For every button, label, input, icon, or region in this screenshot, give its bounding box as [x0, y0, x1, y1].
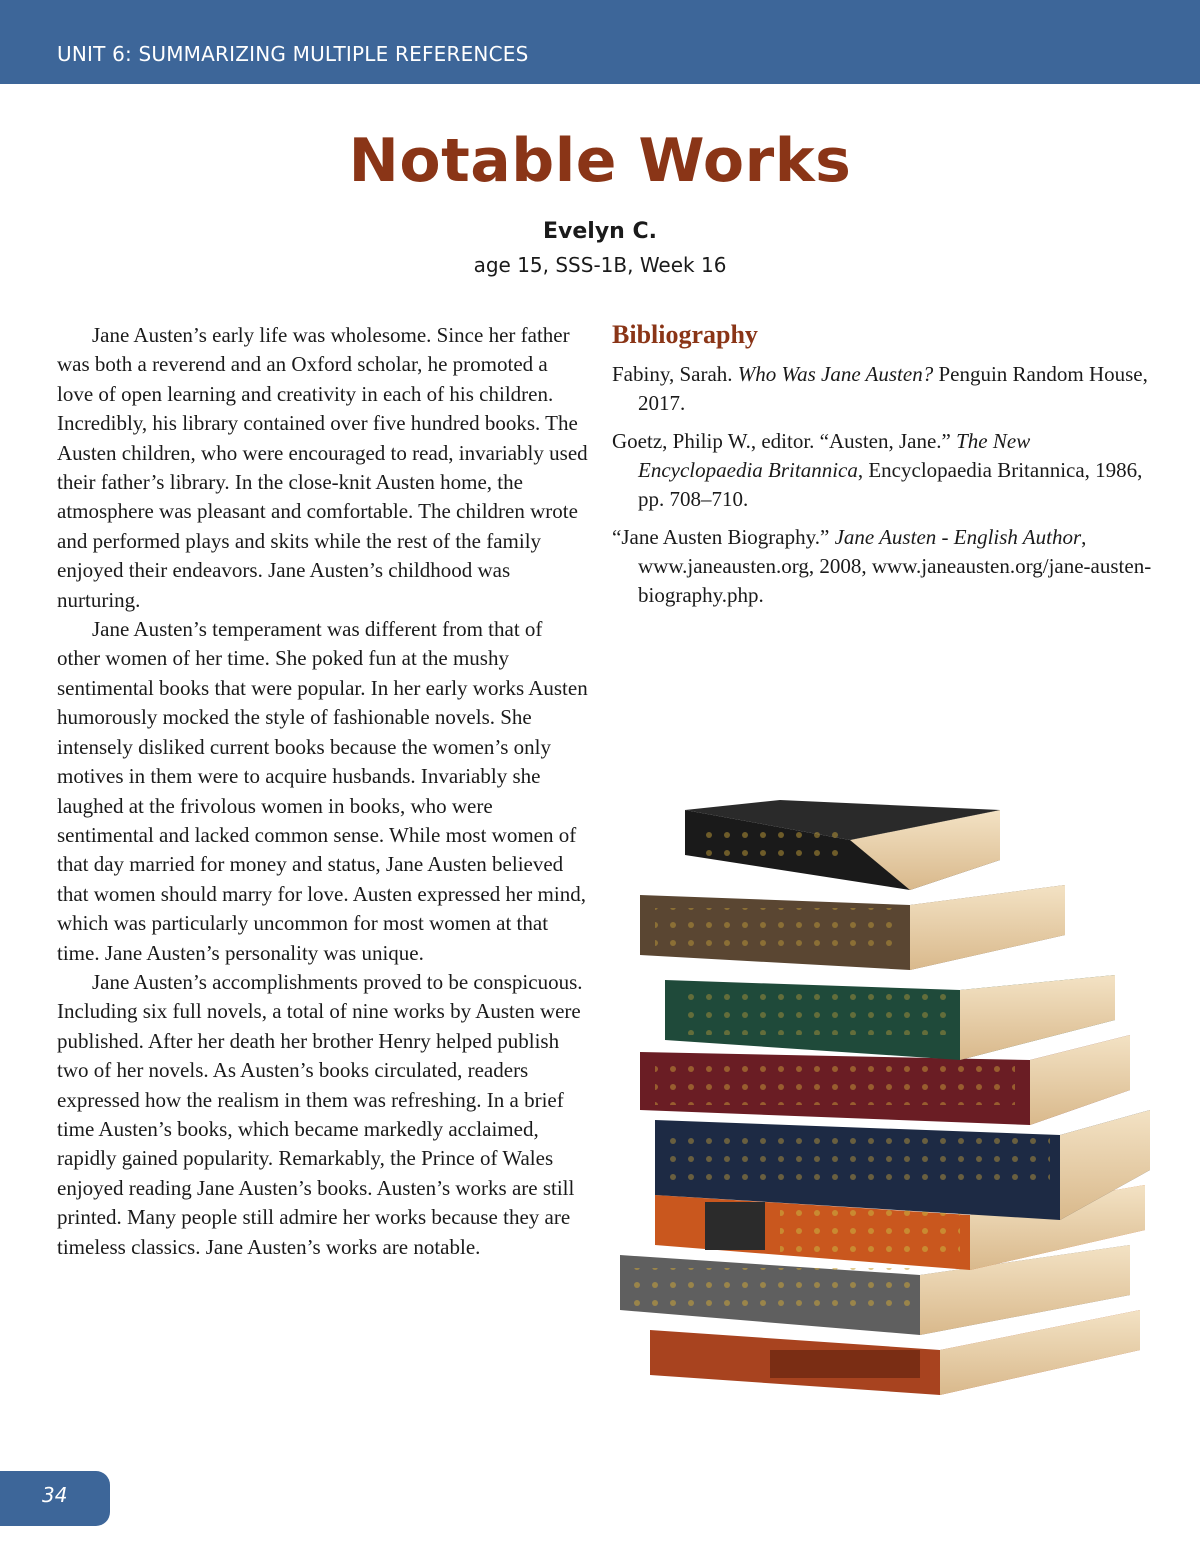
page-number-tab [0, 1471, 110, 1526]
book-black-top [685, 800, 1000, 890]
page-number: 34 [42, 1483, 68, 1507]
essay-paragraph: Jane Austen’s accomplishments proved to be conspicuous. Including six full novels, a total of nine works by Austen were published. After her death her brother Henry helped publish two of her novels. As Austen’s books circulated, readers expressed how the realism in them was refreshing. In a brief time Austen’s books, which became markedly acclaimed, rapidly gained popularity. Remarkably, the Prince of Wales enjoyed reading Jane Austen’s books. Austen’s works are still printed. Many people still admire her works because they are timeless classics. Jane Austen’s works are notable. [57, 969, 583, 1259]
bibliography-entry: Goetz, Philip W., editor. “Austen, Jane.” The New Encyclopaedia Britannica, Encyclopaedia Britannica, 1986, pp. 708–710. [612, 429, 1143, 511]
header-band [0, 0, 1200, 84]
page-title: Notable Works [348, 126, 852, 196]
author-meta: age 15, SSS-1B, Week 16 [473, 253, 727, 277]
book-brown [640, 885, 1065, 970]
unit-label: UNIT 6: SUMMARIZING MULTIPLE REFERENCES [57, 42, 529, 66]
author-name: Evelyn C. [543, 219, 657, 244]
bibliography-heading: Bibliography [612, 320, 758, 349]
stack-of-books-image [610, 790, 1170, 1470]
essay-body [57, 321, 589, 1262]
bibliography-entry: “Jane Austen Biography.” Jane Austen - English Author, www.janeausten.org, 2008, www.janeausten.org/jane-austen-biography.php. [612, 525, 1152, 607]
essay-paragraph: Jane Austen’s early life was wholesome. Since her father was both a reverend and an Oxford scholar, he promoted a love of open learning and creativity in each of his children. Incredibly, his library contained over five hundred books. The Austen children, who were encouraged to read, invariably used their father’s library. In the close-knit Austen home, the atmosphere was pleasant and comfortable. The children wrote and performed plays and skits while the rest of the family enjoyed their endeavors. Jane Austen’s childhood was nurturing. [57, 323, 588, 612]
essay-paragraph: Jane Austen’s temperament was different from that of other women of her time. She poked fun at the mushy sentimental books that were popular. In her early works Austen humorously mocked the style of fashionable novels. She intensely disliked current books because the women’s only motives in them were to acquire husbands. Invariably she laughed at the frivolous women in books, who were sentimental and lacked common sense. While most women of that day married for money and status, Jane Austen believed that women should marry for love. Austen expressed her mind, which was particularly uncommon for most women at that time. Jane Austen’s personality was unique. [57, 617, 588, 965]
bibliography-entry: Fabiny, Sarah. Who Was Jane Austen? Penguin Random House, 2017. [612, 362, 1148, 415]
bibliography [612, 320, 1152, 619]
book-green [665, 975, 1115, 1060]
